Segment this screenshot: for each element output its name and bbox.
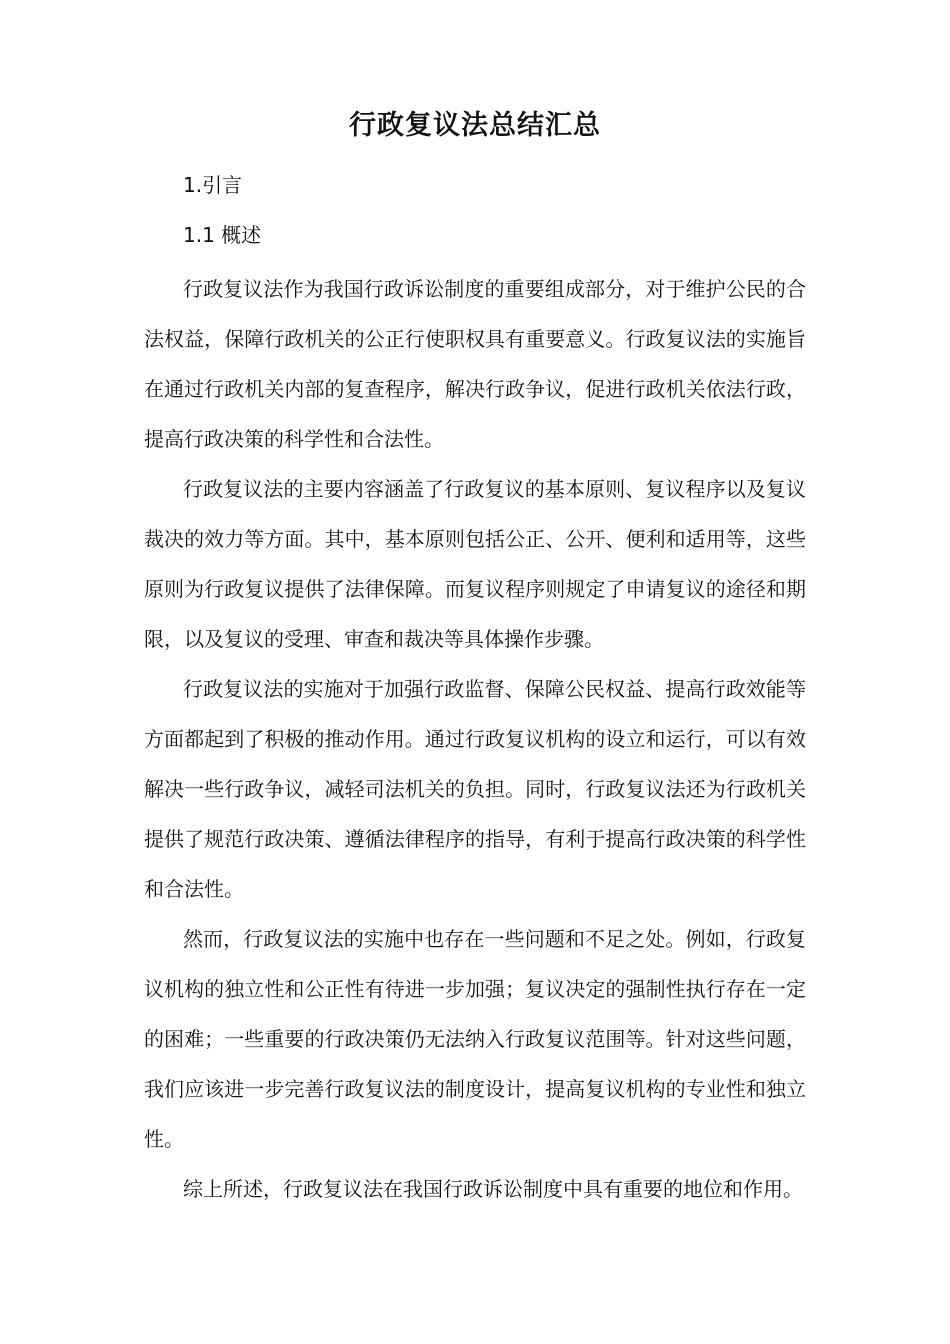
paragraph-4: 然而，行政复议法的实施中也存在一些问题和不足之处。例如，行政复议机构的独立性和公正性有待进一步加强；复议决定的强制性执行存在一定的困难；一些重要的行政决策仍无法纳入行政复议范围等。针对这些问题，我们应该进一步完善行政复议法的制度设计，提高复议机构的专业性和独立性。 <box>144 927 806 1151</box>
paragraph-2: 行政复议法的主要内容涵盖了行政复议的基本原则、复议程序以及复议裁决的效力等方面。其中，基本原则包括公正、公开、便利和适用等，这些原则为行政复议提供了法律保障。而复议程序则规定了申请复议的途径和期限，以及复议的受理、审查和裁决等具体操作步骤。 <box>144 477 806 651</box>
paragraph-1: 行政复议法作为我国行政诉讼制度的重要组成部分，对于维护公民的合法权益，保障行政机关的公正行使职权具有重要意义。行政复议法的实施旨在通过行政机关内部的复查程序，解决行政争议，促进行政机关依法行政，提高行政决策的科学性和合法性。 <box>144 277 806 451</box>
section-heading: 1.引言 <box>183 173 243 197</box>
body-text <box>144 264 806 1214</box>
page-title: 行政复议法总结汇总 <box>349 110 601 141</box>
paragraph-3: 行政复议法的实施对于加强行政监督、保障公民权益、提高行政效能等方面都起到了积极的推动作用。通过行政复议机构的设立和运行，可以有效解决一些行政争议，减轻司法机关的负担。同时，行政复议法还为行政机关提供了规范行政决策、遵循法律程序的指导，有利于提高行政决策的科学性和合法性。 <box>144 677 806 901</box>
subsection-heading: 1.1 概述 <box>183 223 262 247</box>
paragraph-5: 综上所述，行政复议法在我国行政诉讼制度中具有重要的地位和作用。 <box>183 1177 803 1201</box>
